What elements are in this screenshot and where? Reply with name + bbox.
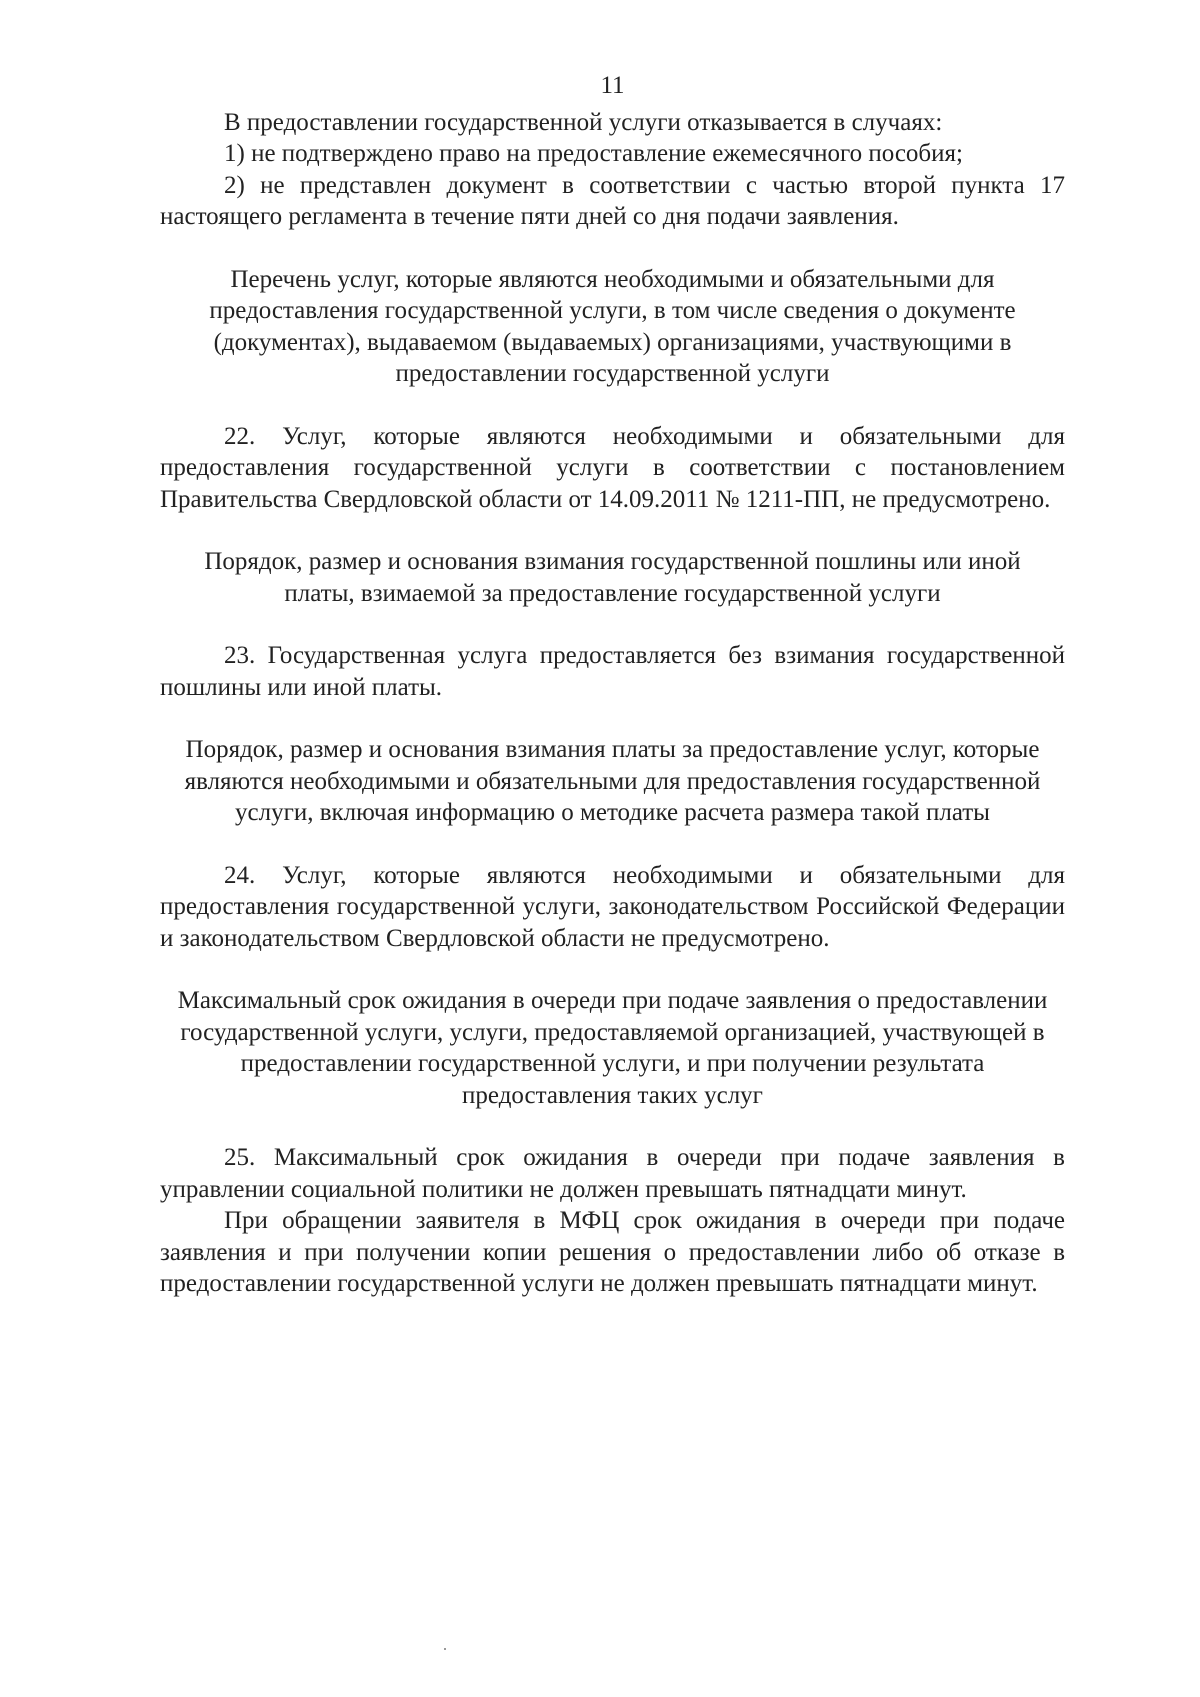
- section-heading-required-services: Перечень услуг, которые являются необходимыми и обязательными для предоставления государственной услуги, в том числе сведения о документе (документах), выдаваемом (выдаваемых) организациями, участвующими в предоставлении государственной услуги: [209, 265, 1016, 387]
- spacer: [160, 1111, 1065, 1142]
- spacer: [160, 390, 1065, 421]
- paragraph-24: 24. Услуг, которые являются необходимыми и обязательными для предоставления государственной услуги, законодательством Российской Федерации и законодательством Свердловской области не предусмотрено.: [160, 861, 1065, 952]
- spacer: [160, 829, 1065, 860]
- paragraph-refusal-intro: В предоставлении государственной услуги отказывается в случаях:: [224, 108, 943, 136]
- paragraph-refusal-item-2: 2) не представлен документ в соответствии с частью второй пункта 17 настоящего регламента в течение пяти дней со дня подачи заявления.: [160, 171, 1065, 230]
- spacer: [160, 233, 1065, 264]
- paragraph-25: 25. Максимальный срок ожидания в очереди при подаче заявления в управлении социальной политики не должен превышать пятнадцати минут.: [160, 1144, 1065, 1203]
- scan-speck: [444, 1648, 446, 1650]
- document-page: [160, 70, 1065, 1300]
- page-number: 11: [600, 72, 625, 99]
- section-heading-state-fee: Порядок, размер и основания взимания государственной пошлины или иной платы, взимаемой за предоставление государственной услуги: [204, 548, 1021, 607]
- paragraph-22: 22. Услуг, которые являются необходимыми и обязательными для предоставления государственной услуги в соответствии с постановлением Правительства Свердловской области от 14.09.2011 № 1211-ПП, не предусмотрено.: [160, 422, 1065, 513]
- spacer: [160, 609, 1065, 640]
- section-heading-max-waiting-time: Максимальный срок ожидания в очереди при подаче заявления о предоставлении государственной услуги, услуги, предоставляемой организацией, участвующей в предоставлении государственной услуги, и при получении результата предоставления таких услуг: [177, 987, 1048, 1109]
- paragraph-refusal-item-1: 1) не подтверждено право на предоставление ежемесячного пособия;: [224, 140, 963, 167]
- section-heading-fee-for-required-services: Порядок, размер и основания взимания платы за предоставление услуг, которые являются необходимыми и обязательными для предоставления государственной услуги, включая информацию о методике расчета размера такой платы: [184, 736, 1041, 826]
- spacer: [160, 954, 1065, 985]
- paragraph-25-mfc: При обращении заявителя в МФЦ срок ожидания в очереди при подаче заявления и при получении копии решения о предоставлении либо об отказе в предоставлении государственной услуги не должен превышать пятнадцати минут.: [160, 1207, 1065, 1297]
- paragraph-23: 23. Государственная услуга предоставляется без взимания государственной пошлины или иной платы.: [160, 642, 1065, 701]
- spacer: [160, 703, 1065, 734]
- spacer: [160, 515, 1065, 546]
